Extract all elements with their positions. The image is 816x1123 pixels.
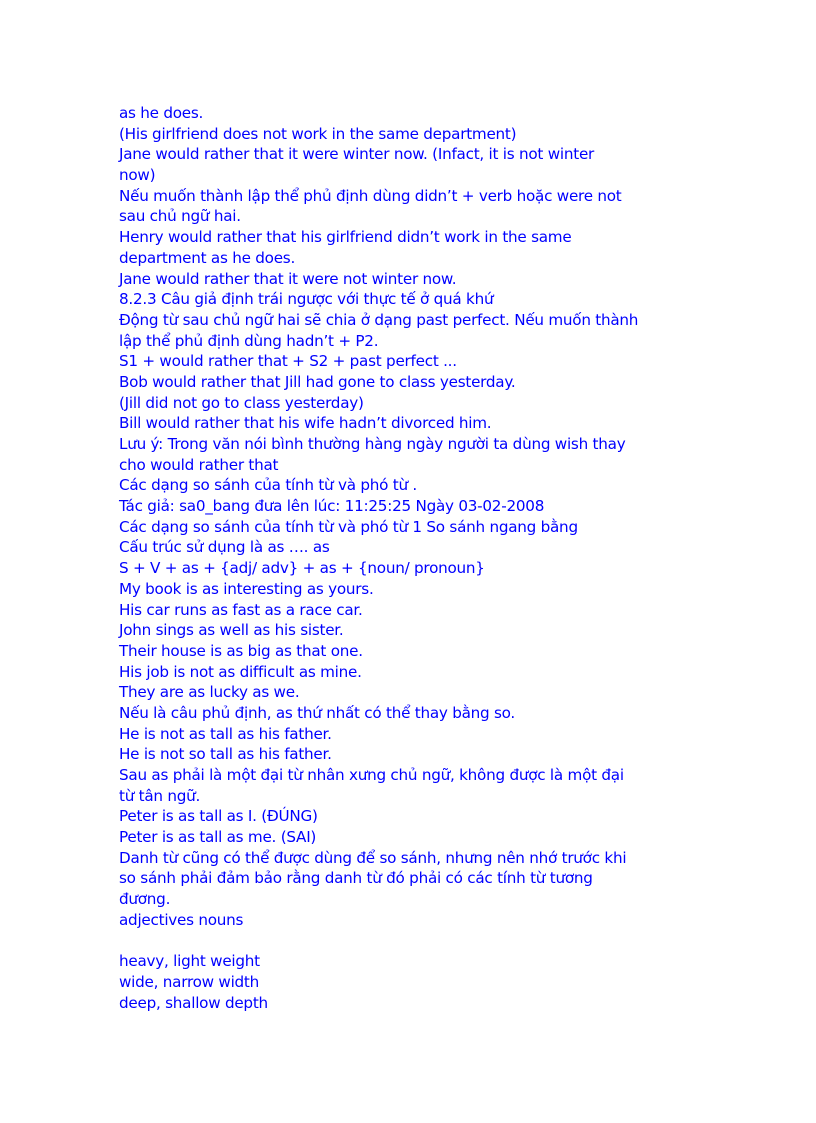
section-heading: 8.2.3 Câu giả định trái ngược với thực tế ở quá khứ — [119, 290, 494, 309]
text-line: lập thể phủ định dùng hadn’t + P2. — [119, 331, 379, 350]
formula-line: S + V + as + {adj/ adv} + as + {noun/ pronoun} — [119, 559, 485, 578]
table-row-line: deep, shallow depth — [119, 993, 268, 1012]
text-line: Jane would rather that it were winter now. (Infact, it is not winter — [119, 145, 595, 164]
text-line: Nếu muốn thành lập thể phủ định dùng didn’t + verb hoặc were not — [119, 186, 622, 205]
text-line: Cấu trúc sử dụng là as …. as — [119, 538, 330, 557]
section-heading: Các dạng so sánh của tính từ và phó từ 1 So sánh ngang bằng — [119, 517, 578, 536]
formula-line: S1 + would rather that + S2 + past perfect ... — [119, 352, 457, 371]
document-body — [119, 103, 709, 1013]
example-line: Bob would rather that Jill had gone to class yesterday. — [119, 372, 516, 391]
note-line: cho would rather that — [119, 455, 279, 474]
blank-line — [119, 931, 709, 952]
table-row-line: wide, narrow width — [119, 972, 260, 991]
text-line: sau chủ ngữ hai. — [119, 207, 241, 226]
text-line: Sau as phải là một đại từ nhân xưng chủ ngữ, không được là một đại — [119, 766, 624, 784]
example-line: Their house is as big as that one. — [119, 641, 363, 660]
text-line: đương. — [119, 890, 171, 909]
text-line: Jane would rather that it were not winter now. — [119, 269, 457, 288]
example-line: Peter is as tall as me. (SAI) — [119, 828, 317, 847]
example-line: Bill would rather that his wife hadn’t divorced him. — [119, 414, 492, 433]
example-line: He is not as tall as his father. — [119, 724, 332, 743]
text-line: Henry would rather that his girlfriend didn’t work in the same — [119, 228, 572, 247]
text-line: so sánh phải đảm bảo rằng danh từ đó phải có các tính từ tương — [119, 869, 593, 888]
text-line: Nếu là câu phủ định, as thứ nhất có thể thay bằng so. — [119, 703, 516, 722]
example-line: They are as lucky as we. — [119, 683, 300, 702]
text-line: as he does. — [119, 104, 204, 122]
text-line: từ tân ngữ. — [119, 786, 201, 805]
note-line: Lưu ý: Trong văn nói bình thường hàng ngày người ta dùng wish thay — [119, 435, 626, 453]
text-line: now) — [119, 166, 156, 185]
example-line: (Jill did not go to class yesterday) — [119, 393, 364, 412]
text-line: department as he does. — [119, 248, 296, 267]
section-heading: Các dạng so sánh của tính từ và phó từ . — [119, 476, 417, 495]
table-row-line: heavy, light weight — [119, 952, 260, 971]
example-line: John sings as well as his sister. — [119, 621, 344, 640]
author-line: Tác giả: sa0_bang đưa lên lúc: 11:25:25 Ngày 03-02-2008 — [119, 497, 545, 516]
example-line: His car runs as fast as a race car. — [119, 600, 363, 619]
table-header-line: adjectives nouns — [119, 910, 244, 929]
example-line: His job is not as difficult as mine. — [119, 662, 362, 681]
example-line: My book is as interesting as yours. — [119, 579, 374, 598]
example-line: He is not so tall as his father. — [119, 745, 332, 764]
text-line: Động từ sau chủ ngữ hai sẽ chia ở dạng past perfect. Nếu muốn thành — [119, 310, 639, 329]
text-line: Danh từ cũng có thể được dùng để so sánh, nhưng nên nhớ trước khi — [119, 848, 627, 867]
example-line: Peter is as tall as I. (ĐÚNG) — [119, 807, 318, 826]
text-line: (His girlfriend does not work in the same department) — [119, 124, 517, 143]
